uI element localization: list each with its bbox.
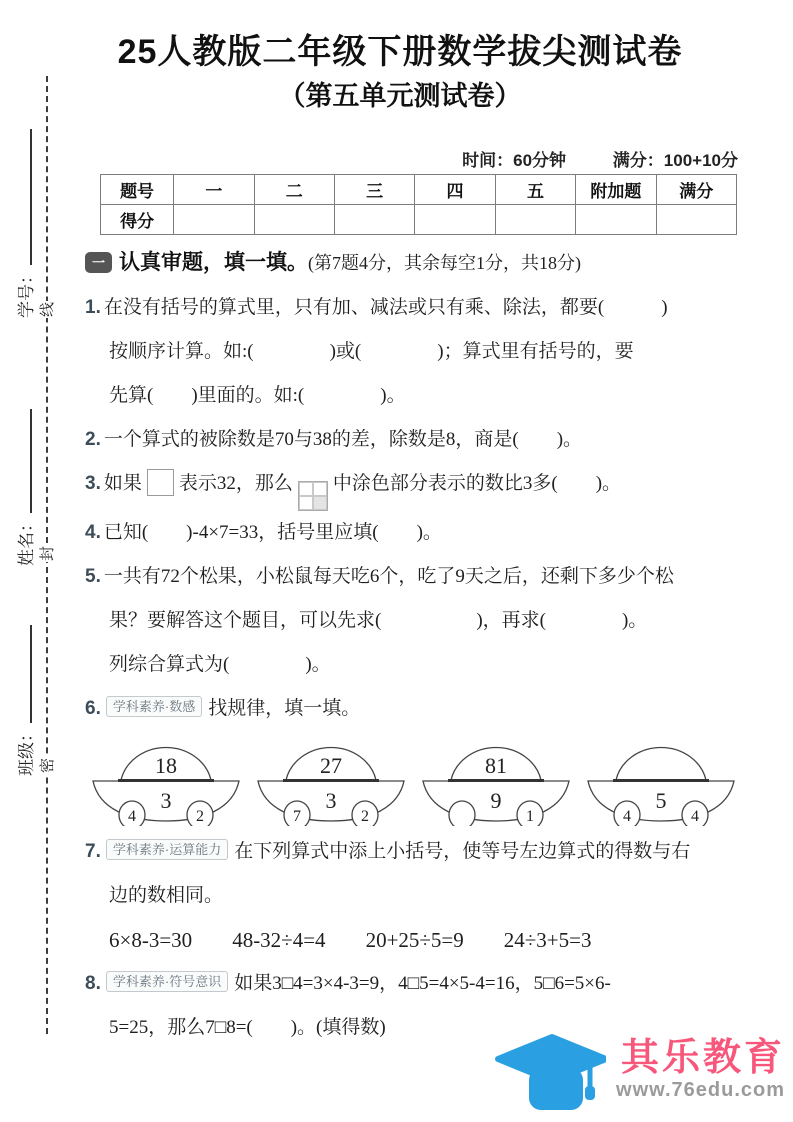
seal-char-line: 线 [33, 301, 60, 318]
competency-badge: 学科素养·数感 [106, 696, 202, 717]
question-text: 中涂色部分表示的数比3多( )。 [332, 473, 622, 494]
question-text: 已知( )-4×7=33，括号里应填( )。 [103, 522, 442, 543]
question-text: 5=25，那么7□8=( )。(填得数) [109, 1017, 386, 1038]
score-cell [656, 205, 736, 235]
question-7 [85, 830, 750, 962]
competency-badge: 学科素养·符号意识 [106, 971, 228, 992]
question-number: 2. [85, 429, 101, 450]
ufo-foot-value: 2 [361, 808, 369, 825]
equation: 48-32÷4=4 [232, 928, 326, 952]
student-class-label: 班级： [17, 725, 36, 776]
question-text: 边的数相同。 [109, 885, 224, 906]
ufo-foot-value: 1 [526, 808, 534, 825]
ufo-middle-value: 3 [160, 788, 172, 813]
question-text: 果？要解答这个题目，可以先求( )，再求( )。 [109, 610, 648, 631]
score-row-label: 得分 [101, 205, 174, 235]
ufo-top-value: 81 [485, 753, 507, 778]
question-3 [85, 462, 750, 511]
ufo-middle-value: 5 [655, 788, 667, 813]
grid-cell [299, 482, 313, 496]
exam-info [462, 146, 738, 171]
question-text: 列综合算式为( )。 [109, 654, 331, 675]
score-table [100, 174, 737, 235]
graduation-cap-icon [494, 1026, 606, 1114]
score-cell [334, 205, 414, 235]
student-name-label: 姓名： [17, 515, 36, 566]
ufo-foot-value: 7 [293, 808, 301, 825]
header-total: 满分 [656, 175, 736, 205]
ufo-diagram-1 [91, 731, 241, 826]
two-by-two-grid-symbol [298, 481, 328, 511]
header-bonus: 附加题 [576, 175, 656, 205]
ufo-middle-value: 9 [490, 788, 502, 813]
question-number: 8. [85, 973, 101, 994]
question-text: 如果 [103, 473, 142, 494]
question-text: 如果3□4=3×4-3=9，4□5=4×5-4=16，5□6=5×6- [234, 973, 611, 994]
question-text: 找规律，填一填。 [208, 698, 361, 719]
page-subtitle: （第五单元测试卷） [278, 81, 522, 111]
student-id-label: 学号： [17, 267, 36, 318]
questions-area [85, 241, 750, 1050]
page-title: 25人教版二年级下册数学拔尖测试卷 [117, 33, 683, 71]
header-section-3: 三 [334, 175, 414, 205]
equation: 20+25÷5=9 [365, 928, 464, 952]
question-1 [85, 286, 750, 418]
student-name-blank-line [15, 409, 32, 513]
score-cell [174, 205, 254, 235]
question-text: 先算( )里面的。如:( )。 [109, 385, 406, 406]
full-score: 满分：100+10分 [612, 151, 738, 170]
section-number-icon: 一 [85, 252, 112, 273]
question-number: 7. [85, 841, 101, 862]
seal-char-seal: 封 [33, 545, 60, 562]
publisher-logo [494, 1026, 785, 1114]
ufo-top-value: 18 [155, 753, 177, 778]
logo-brand-name: 其乐教育 [620, 1036, 785, 1079]
question-text: 表示32，那么 [178, 473, 293, 494]
question-text: 按顺序计算。如:( )或( )；算式里有括号的，要 [109, 341, 634, 362]
question-5 [85, 555, 750, 687]
question-number: 4. [85, 522, 101, 543]
question-6 [85, 687, 750, 830]
grid-cell [313, 482, 327, 496]
section-1-header [85, 241, 750, 286]
question-text: 在下列算式中添上小括号，使等号左边算式的得数与右 [234, 841, 691, 862]
header-question-number: 题号 [101, 175, 174, 205]
ufo-diagram-2 [256, 731, 406, 826]
section-score-note: (第7题4分，其余每空1分，共18分) [308, 253, 581, 273]
seal-char-secret: 密 [33, 757, 60, 774]
score-table-header-row [101, 175, 737, 205]
equation: 24÷3+5=3 [503, 928, 592, 952]
logo-text-block [616, 1038, 785, 1103]
student-id-blank-line [15, 129, 32, 265]
score-cell [576, 205, 656, 235]
question-text: 一个算式的被除数是70与38的差，除数是8，商是( )。 [103, 429, 583, 450]
ufo-pattern-diagrams [85, 731, 750, 830]
competency-badge: 学科素养·运算能力 [106, 839, 228, 860]
header-section-1: 一 [174, 175, 254, 205]
student-name-field [12, 409, 37, 566]
question-4 [85, 511, 750, 555]
student-id-field [12, 129, 37, 318]
score-table-score-row [101, 205, 737, 235]
grid-cell-shaded [313, 496, 327, 510]
score-cell [495, 205, 575, 235]
section-title: 认真审题，填一填。 [119, 251, 308, 274]
header-section-4: 四 [415, 175, 495, 205]
equation: 6×8-3=30 [109, 928, 193, 952]
ufo-foot-value: 2 [196, 808, 204, 825]
ufo-foot-value: 4 [623, 808, 631, 825]
score-cell [254, 205, 334, 235]
ufo-middle-value: 3 [325, 788, 337, 813]
equation-list [85, 918, 750, 962]
question-text: 一共有72个松果，小松鼠每天吃6个，吃了9天之后，还剩下多少个松 [103, 566, 674, 587]
time-limit: 时间：60分钟 [462, 151, 567, 170]
question-number: 1. [85, 297, 101, 318]
grid-cell [299, 496, 313, 510]
question-text: 在没有括号的算式里，只有加、减法或只有乘、除法，都要( ) [103, 297, 668, 318]
ufo-diagram-4 [586, 731, 736, 826]
ufo-top-value: 27 [320, 753, 342, 778]
student-class-blank-line [15, 625, 32, 723]
question-2 [85, 418, 750, 462]
student-class-field [12, 625, 37, 776]
ufo-foot-value: 4 [691, 808, 699, 825]
question-number: 5. [85, 566, 101, 587]
unit-square-symbol [147, 469, 174, 496]
score-cell [415, 205, 495, 235]
question-number: 6. [85, 698, 101, 719]
ufo-foot-value: 4 [128, 808, 136, 825]
question-number: 3. [85, 473, 101, 494]
logo-website-url: www.76edu.com [616, 1079, 785, 1102]
header-section-5: 五 [495, 175, 575, 205]
ufo-diagram-3 [421, 731, 571, 826]
header-section-2: 二 [254, 175, 334, 205]
